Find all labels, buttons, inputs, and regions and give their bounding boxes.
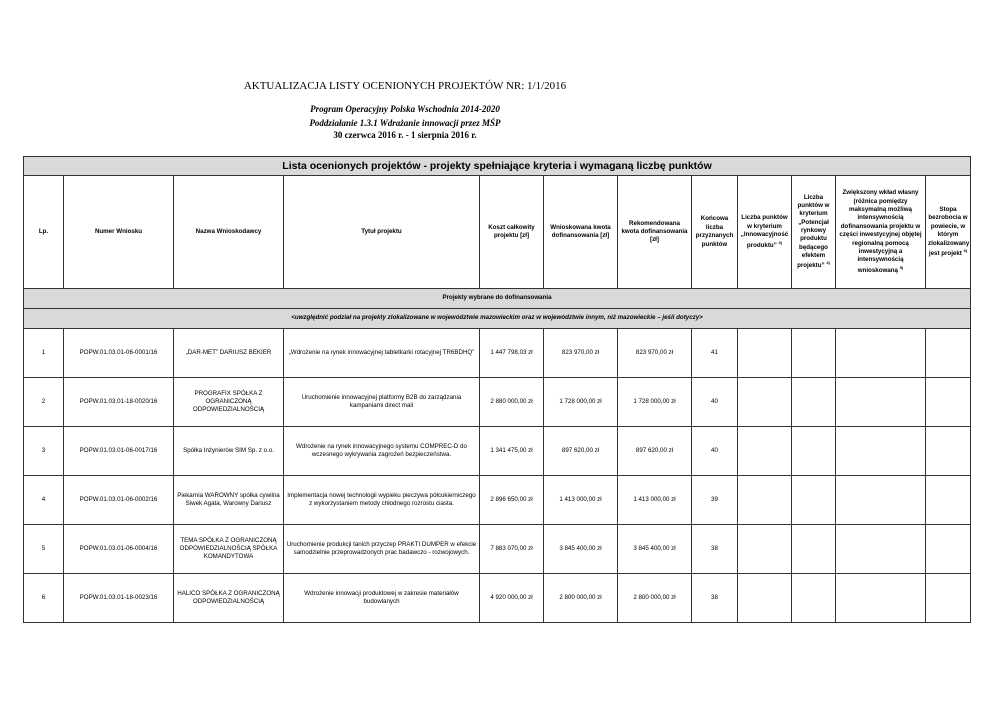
col-bezrobocie xyxy=(926,176,971,289)
col-wklad xyxy=(836,176,926,289)
cell-empty xyxy=(792,476,836,525)
table-row xyxy=(24,329,971,378)
col-lp: Lp. xyxy=(24,176,64,289)
cell-nazwa: „DAR-MET” DARIUSZ BEKIER xyxy=(174,329,284,378)
cell-empty xyxy=(836,427,926,476)
cell-tytul: Implementacja nowej technologii wypieku pieczywa półcukierniczego z wykorzystaniem metody chłodnego rozrostu ciasta. xyxy=(284,476,480,525)
cell-nazwa: PROGRAFIX SPÓŁKA Z OGRANICZONĄ ODPOWIEDZIALNOŚCIĄ xyxy=(174,378,284,427)
table-row xyxy=(24,574,971,623)
cell-rekomendowana: 1 728 000,00 zł xyxy=(618,378,692,427)
cell-empty xyxy=(926,476,971,525)
program-name: Program Operacyjny Polska Wschodnia 2014-2020 xyxy=(310,104,500,114)
cell-empty xyxy=(926,329,971,378)
cell-rekomendowana: 3 845 400,00 zł xyxy=(618,525,692,574)
table-body xyxy=(24,329,971,623)
cell-punkty: 39 xyxy=(692,476,738,525)
cell-empty xyxy=(792,378,836,427)
cell-punkty: 40 xyxy=(692,378,738,427)
cell-numer: POPW.01.03.01-06-0002/16 xyxy=(64,476,174,525)
cell-numer: POPW.01.03.01-06-0001/16 xyxy=(64,329,174,378)
cell-nazwa: Spółka Inżynierów SIM Sp. z o.o. xyxy=(174,427,284,476)
col-innowacyjnosc-label: Liczba punktów w kryterium „Innowacyjność produktu” xyxy=(740,214,789,249)
footnote-4: 4) xyxy=(826,260,830,266)
cell-numer: POPW.01.03.01-06-0004/16 xyxy=(64,525,174,574)
call-dates: 30 czerwca 2016 r. - 1 sierpnia 2016 r. xyxy=(333,130,477,140)
cell-tytul: Uruchomienie produkcji tanich przyczep PRAKTI DUMPER w efekcie samodzielnie przeprowadzonych prac badawczo - rozwojowych. xyxy=(284,525,480,574)
footnote-6: 6) xyxy=(963,247,968,253)
cell-numer: POPW.01.03.01-18-0020/16 xyxy=(64,378,174,427)
cell-empty xyxy=(926,525,971,574)
cell-koszt: 1 341 475,00 zł xyxy=(480,427,544,476)
cell-numer: POPW.01.03.01-18-0023/16 xyxy=(64,574,174,623)
footnote-5: 5) xyxy=(899,264,904,270)
cell-empty xyxy=(792,427,836,476)
cell-nazwa: HALICO SPÓŁKA Z OGRANICZONĄ ODPOWIEDZIALNOŚCIĄ xyxy=(174,574,284,623)
cell-rekomendowana: 2 800 000,00 zł xyxy=(618,574,692,623)
cell-numer: POPW.01.03.01-06-0017/16 xyxy=(64,427,174,476)
cell-koszt: 2 880 000,00 zł xyxy=(480,378,544,427)
cell-tytul: Wdrożenie na rynek innowacyjnego systemu COMPREC-D do wczesnego wykrywania zagrożeń bezpieczeństwa. xyxy=(284,427,480,476)
cell-wnioskowana: 1 728 000,00 zł xyxy=(544,378,618,427)
cell-empty xyxy=(836,574,926,623)
cell-empty xyxy=(836,378,926,427)
cell-empty xyxy=(926,427,971,476)
col-tytul: Tytuł projektu xyxy=(284,176,480,289)
table-row xyxy=(24,476,971,525)
cell-wnioskowana: 1 413 000,00 zł xyxy=(544,476,618,525)
document-title: AKTUALIZACJA LISTY OCENIONYCH PROJEKTÓW NR: 1/1/2016 xyxy=(243,80,567,92)
cell-koszt: 2 896 650,00 zł xyxy=(480,476,544,525)
cell-lp: 4 xyxy=(24,476,64,525)
table-heading: Lista ocenionych projektów - projekty spełniające kryteria i wymaganą liczbę punktów xyxy=(24,157,971,176)
cell-empty xyxy=(738,427,792,476)
cell-empty xyxy=(738,378,792,427)
cell-rekomendowana: 897 620,00 zł xyxy=(618,427,692,476)
cell-wnioskowana: 2 800 000,00 zł xyxy=(544,574,618,623)
cell-wnioskowana: 3 845 400,00 zł xyxy=(544,525,618,574)
cell-lp: 1 xyxy=(24,329,64,378)
cell-empty xyxy=(792,574,836,623)
cell-tytul: Uruchomienie innowacyjnej platformy B2B do zarządzania kampaniami direct mail xyxy=(284,378,480,427)
cell-empty xyxy=(792,525,836,574)
section-label: Projekty wybrane do dofinansowania xyxy=(24,289,971,309)
col-rekomendowana: Rekomendowana kwota dofinansowania [zł] xyxy=(618,176,692,289)
col-koncowa: Końcowa liczba przyznanych punktów xyxy=(692,176,738,289)
cell-empty xyxy=(836,329,926,378)
cell-koszt: 4 920 000,00 zł xyxy=(480,574,544,623)
col-potencjal-label: Liczba punktów w kryterium „Potencjał rynkowy produktu będącego efektem projektu” xyxy=(797,193,830,270)
column-header-row xyxy=(24,176,971,289)
cell-empty xyxy=(836,476,926,525)
cell-nazwa: TEMA SPÓŁKA Z OGRANICZONĄ ODPOWIEDZIALNOŚCIĄ SPÓŁKA KOMANDYTOWA xyxy=(174,525,284,574)
measure-name: Poddziałanie 1.3.1 Wdrażanie innowacji przez MŚP xyxy=(309,118,501,128)
col-nazwa: Nazwa Wnioskodawcy xyxy=(174,176,284,289)
footnote-3: 3) xyxy=(778,239,783,245)
table-row xyxy=(24,378,971,427)
cell-punkty: 38 xyxy=(692,525,738,574)
cell-empty xyxy=(836,525,926,574)
cell-tytul: „Wdrożenie na rynek innowacyjnej tabletkarki rotacyjnej TR6BDHQ” xyxy=(284,329,480,378)
table-row xyxy=(24,427,971,476)
cell-empty xyxy=(738,476,792,525)
col-bezrobocie-label: Stopa bezrobocia w powiecie, w którym zlokalizowany jest projekt xyxy=(928,206,970,257)
cell-wnioskowana: 897 620,00 zł xyxy=(544,427,618,476)
col-numer: Numer Wniosku xyxy=(64,176,174,289)
cell-lp: 2 xyxy=(24,378,64,427)
cell-empty xyxy=(792,329,836,378)
cell-punkty: 40 xyxy=(692,427,738,476)
cell-lp: 5 xyxy=(24,525,64,574)
cell-koszt: 1 447 798,03 zł xyxy=(480,329,544,378)
cell-empty xyxy=(738,329,792,378)
cell-nazwa: Piekarnia WAROWNY spółka cywilna Siwek Agata, Warowny Dariusz xyxy=(174,476,284,525)
cell-lp: 3 xyxy=(24,427,64,476)
cell-punkty: 38 xyxy=(692,574,738,623)
col-potencjal xyxy=(792,176,836,289)
cell-punkty: 41 xyxy=(692,329,738,378)
cell-empty xyxy=(926,574,971,623)
cell-empty xyxy=(738,525,792,574)
col-koszt: Koszt całkowity projektu [zł] xyxy=(480,176,544,289)
cell-tytul: Wdrożenie innowacji produktowej w zakresie materiałów budowlanych xyxy=(284,574,480,623)
cell-lp: 6 xyxy=(24,574,64,623)
cell-wnioskowana: 823 970,00 zł xyxy=(544,329,618,378)
table-row xyxy=(24,525,971,574)
col-wklad-label: Zwiększony wkład własny (różnica pomiędzy maksymalną możliwą intensywnością dofinansowania projektu w części inwestycyjnej objętej regionalną pomocą inwestycyjną a intensywnością wnioskowaną xyxy=(839,189,922,274)
cell-rekomendowana: 823 970,00 zł xyxy=(618,329,692,378)
cell-empty xyxy=(738,574,792,623)
projects-table xyxy=(23,156,971,623)
section-note: <uwzględnić podział na projekty zlokalizowane w województwie mazowieckim oraz w województwie innym, niż mazowieckie – jeśli dotyczy> xyxy=(24,309,971,329)
cell-koszt: 7 883 070,00 zł xyxy=(480,525,544,574)
cell-rekomendowana: 1 413 000,00 zł xyxy=(618,476,692,525)
cell-empty xyxy=(926,378,971,427)
col-innowacyjnosc xyxy=(738,176,792,289)
col-wnioskowana: Wnioskowana kwota dofinansowania [zł] xyxy=(544,176,618,289)
